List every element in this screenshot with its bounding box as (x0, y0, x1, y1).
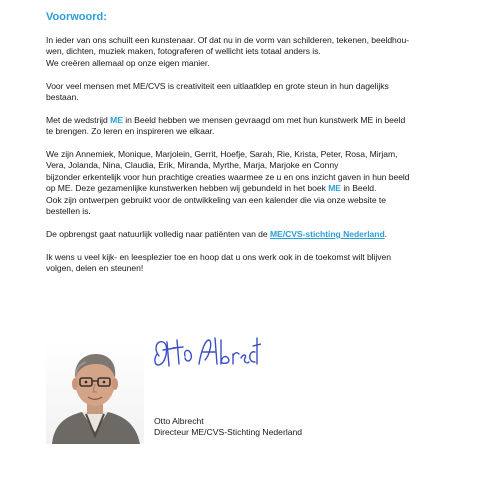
text-fragment: in Beeld hebben we mensen gevraagd om met hun kunstwerk ME in beeld (122, 114, 406, 125)
paragraph-intro (46, 35, 466, 69)
text-line: volgen, delen en steunen! (46, 263, 144, 274)
signer-title: Directeur ME/CVS-Stichting Nederland (154, 427, 303, 438)
author-photo (46, 340, 144, 444)
text-line: Ook zijn ontwerpen gebruikt voor de ontwikkeling van een kalender die via onze website te (46, 194, 386, 205)
paragraph-closing (46, 252, 466, 275)
text-fragment: De opbrengst gaat natuurlijk volledig naar patiënten van de (46, 228, 270, 239)
text-line: Vera, Jolanda, Nina, Claudia, Erik, Miranda, Myrthe, Marja, Marjoke en Conny (46, 160, 339, 171)
text-line: We creëren allemaal op onze eigen manier. (46, 57, 210, 68)
me-highlight: ME (110, 114, 123, 125)
text-line: Ik wens u veel kijk- en leesplezier toe en hoop dat u ons werk ook in de toekomst wilt blijven (46, 251, 391, 262)
paragraph-contributors (46, 149, 466, 217)
text-fragment: . (384, 228, 388, 239)
text-fragment: Met de wedstrijd (46, 114, 111, 125)
signer-name: Otto Albrecht (154, 416, 204, 426)
text-line (46, 115, 466, 126)
text-line: Voor veel mensen met ME/CVS is creativiteit een uitlaatklep en grote steun in hun dagelijks (46, 80, 389, 91)
paragraph-contest (46, 115, 466, 138)
text-line: bestaan. (46, 92, 79, 103)
text-line (46, 183, 466, 194)
foundation-link[interactable]: ME/CVS-stichting Nederland (269, 228, 385, 239)
signature (149, 334, 261, 374)
text-fragment: op ME. Deze gezamenlijke kunstwerken hebben wij gebundeld in het boek (46, 183, 329, 194)
text-line: bijzonder erkentelijk voor hun prachtige creaties waarmee ze u en ons inzicht gaven in hun beeld (46, 171, 410, 182)
text-line: wen, dichten, muziek maken, fotograferen of wellicht iets totaal anders is. (46, 46, 321, 57)
text-line: We zijn Annemiek, Monique, Marjolein, Gerrit, Hoefje, Sarah, Rie, Krista, Peter, Rosa, Mirjam, (46, 149, 398, 160)
text-line: te brengen. Zo leren en inspireren we elkaar. (46, 126, 215, 137)
paragraph-creativity (46, 81, 466, 104)
text-fragment: in Beeld. (340, 183, 377, 194)
text-line (46, 229, 466, 240)
text-line: In ieder van ons schuilt een kunstenaar. Of dat nu in de vorm van schilderen, tekenen, beeldhou- (46, 35, 410, 45)
foreword-page (46, 10, 466, 438)
page-title: Voorwoord: (46, 11, 107, 23)
signature-block (46, 326, 466, 446)
paragraph-proceeds (46, 229, 466, 240)
me-highlight: ME (328, 183, 341, 194)
text-line: bestellen is. (46, 206, 91, 217)
signer-info (154, 416, 302, 439)
